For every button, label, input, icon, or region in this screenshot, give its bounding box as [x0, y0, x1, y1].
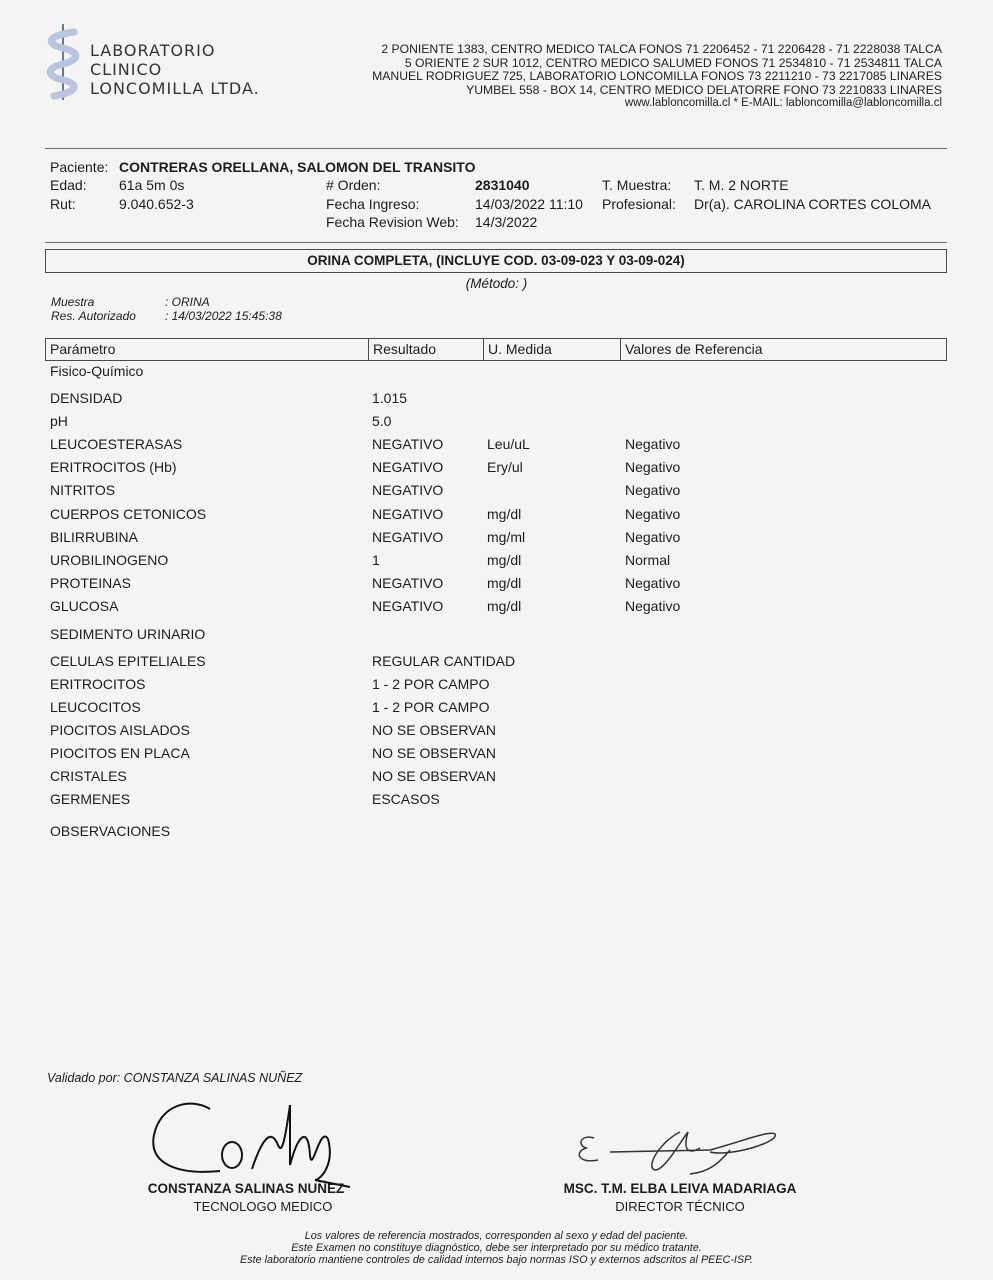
revision-value: 14/3/2022: [475, 214, 538, 230]
parameter-name: NITRITOS: [50, 482, 116, 499]
table-row: [0, 596, 993, 616]
edad-label: Edad:: [50, 177, 87, 193]
header-unidad: U. Medida: [483, 339, 620, 360]
edad-value: 61a 5m 0s: [119, 177, 185, 193]
table-row: [0, 504, 993, 524]
result-value: 1 - 2 POR CAMPO: [372, 676, 490, 692]
disclaimer: [0, 1230, 993, 1266]
divider: [45, 242, 947, 243]
reference-value: Negativo: [625, 459, 681, 476]
parameter-name: CUERPOS CETONICOS: [50, 505, 207, 522]
unit-value: mg/dl: [487, 551, 522, 568]
parameter-name: GERMENES: [50, 791, 131, 807]
section-sedimento: SEDIMENTO URINARIO: [50, 626, 206, 642]
unit-value: mg/dl: [487, 574, 522, 591]
reference-value: Negativo: [625, 574, 681, 591]
signer2-role: DIRECTOR TÉCNICO: [615, 1199, 745, 1214]
address-line: 2 PONIENTE 1383, CENTRO MEDICO TALCA FONOS 71 2206452 - 71 2206428 - 71 2228038 TALCA: [381, 42, 942, 56]
unit-value: Ery/ul: [487, 459, 523, 476]
result-value: NEGATIVO: [372, 528, 444, 545]
result-value: ESCASOS: [372, 791, 440, 807]
lab-contact-web: www.labloncomilla.cl * E-MAIL: labloncomilla@labloncomilla.cl: [624, 97, 942, 110]
result-value: REGULAR CANTIDAD: [372, 653, 516, 669]
logo-line: LABORATORIO: [90, 41, 216, 60]
parameter-name: pH: [50, 413, 68, 430]
table-row: [0, 743, 993, 763]
table-row: [0, 674, 993, 694]
parameter-name: PROTEINAS: [50, 574, 131, 591]
disclaimer-line: Este Examen no constituye diagnóstico, debe ser interpretado por su médico tratante.: [291, 1242, 702, 1254]
parameter-name: LEUCOCITOS: [50, 699, 141, 715]
result-value: NO SE OBSERVAN: [372, 768, 496, 784]
validado-por: Validado por: CONSTANZA SALINAS NUÑEZ: [47, 1071, 303, 1085]
logo-line: LONCOMILLA LTDA.: [90, 79, 260, 98]
parameter-name: DENSIDAD: [50, 390, 123, 406]
exam-method: (Método: ): [465, 276, 528, 291]
parameter-name: PIOCITOS AISLADOS: [50, 722, 190, 738]
orden-value: 2831040: [475, 177, 530, 193]
parameter-name: LEUCOESTERASAS: [50, 436, 183, 453]
reference-value: Negativo: [625, 436, 681, 453]
unit-value: mg/ml: [487, 528, 526, 545]
unit-value: Leu/uL: [487, 436, 530, 453]
result-value: NEGATIVO: [372, 482, 444, 499]
section-fisico-quimico: Fisico-Químico: [50, 363, 144, 379]
result-value: 1: [372, 551, 380, 568]
paciente-value: CONTRERAS ORELLANA, SALOMON DEL TRANSITO: [119, 159, 476, 175]
table-row: [0, 697, 993, 717]
header-resultado: Resultado: [368, 339, 483, 360]
results-table-header: [45, 338, 947, 361]
autorizado-label: Res. Autorizado: [51, 309, 136, 323]
disclaimer-line: Este laboratorio mantiene controles de calidad internos bajo normas ISO y externos adscritos al PEEC-ISP.: [240, 1254, 753, 1266]
signer1-name: CONSTANZA SALINAS NUÑEZ: [147, 1181, 345, 1196]
result-value: NEGATIVO: [372, 574, 444, 591]
rut-value: 9.040.652-3: [119, 196, 194, 212]
table-row: [0, 457, 993, 477]
result-value: NEGATIVO: [372, 436, 444, 453]
reference-value: Negativo: [625, 505, 681, 522]
result-value: NEGATIVO: [372, 505, 444, 522]
section-observaciones: OBSERVACIONES: [50, 823, 171, 839]
exam-title: ORINA COMPLETA, (INCLUYE COD. 03-09-023 Y 03-09-024): [45, 249, 947, 273]
table-row: [0, 789, 993, 809]
table-row: [0, 573, 993, 593]
parameter-name: CRISTALES: [50, 768, 127, 784]
header-referencia: Valores de Referencia: [620, 339, 945, 360]
revision-label: Fecha Revision Web:: [326, 214, 459, 230]
table-row: [0, 388, 993, 408]
table-row: [0, 434, 993, 454]
signature-constanza: [140, 1095, 370, 1190]
table-row: [0, 411, 993, 431]
reference-value: Normal: [625, 551, 671, 568]
unit-value: mg/dl: [487, 505, 522, 522]
lab-logo-text: [90, 41, 260, 98]
parameter-name: UROBILINOGENO: [50, 551, 169, 568]
parameter-name: ERITROCITOS (Hb): [50, 459, 177, 476]
caduceus-icon: [44, 22, 82, 102]
table-row: [0, 550, 993, 570]
disclaimer-line: Los valores de referencia mostrados, corresponden al sexo y edad del paciente.: [304, 1230, 689, 1242]
muestra-label: Muestra: [51, 295, 95, 309]
profesional-value: Dr(a). CAROLINA CORTES COLOMA: [694, 196, 932, 212]
address-line: MANUEL RODRIGUEZ 725, LABORATORIO LONCOMILLA FONOS 73 2211210 - 73 2217085 LINARES: [372, 69, 942, 84]
table-row: [0, 527, 993, 547]
result-value: 1.015: [372, 390, 408, 406]
result-value: NEGATIVO: [372, 459, 444, 476]
autorizado-value: : 14/03/2022 15:45:38: [165, 309, 282, 323]
reference-value: Negativo: [625, 482, 681, 499]
header-parametro: Parámetro: [50, 341, 116, 357]
ingreso-label: Fecha Ingreso:: [326, 196, 420, 212]
table-row: [0, 766, 993, 786]
result-value: NEGATIVO: [372, 597, 444, 614]
address-line: 5 ORIENTE 2 SUR 1012, CENTRO MEDICO SALUMED FONOS 71 2534810 - 71 2534811 TALCA: [404, 55, 942, 70]
address-line: YUMBEL 558 - BOX 14, CENTRO MEDICO DELATORRE FONO 73 2210833 LINARES: [466, 82, 942, 97]
parameter-name: GLUCOSA: [50, 597, 119, 614]
unit-value: mg/dl: [487, 597, 522, 614]
paciente-label: Paciente:: [50, 159, 109, 175]
profesional-label: Profesional:: [602, 196, 676, 212]
signer1-role: TECNOLOGO MEDICO: [193, 1199, 333, 1214]
ingreso-value: 14/03/2022 11:10: [475, 196, 583, 212]
t-muestra-label: T. Muestra:: [602, 177, 672, 193]
signer2-name: MSC. T.M. ELBA LEIVA MADARIAGA: [563, 1181, 797, 1196]
table-row: [0, 480, 993, 500]
result-value: 5.0: [372, 413, 392, 430]
t-muestra-value: T. M. 2 NORTE: [694, 177, 789, 193]
parameter-name: BILIRRUBINA: [50, 528, 138, 545]
signature-elba: [570, 1122, 790, 1177]
result-value: 1 - 2 POR CAMPO: [372, 699, 490, 715]
rut-label: Rut:: [50, 196, 76, 212]
parameter-name: ERITROCITOS: [50, 676, 146, 692]
divider: [45, 148, 947, 149]
muestra-value: : ORINA: [165, 295, 210, 309]
orden-label: # Orden:: [326, 177, 381, 193]
parameter-name: CELULAS EPITELIALES: [50, 653, 206, 669]
lab-address: [372, 43, 942, 111]
table-row: [0, 651, 993, 671]
logo-line: CLINICO: [90, 60, 163, 79]
result-value: NO SE OBSERVAN: [372, 722, 496, 738]
parameter-name: PIOCITOS EN PLACA: [50, 745, 190, 761]
table-row: [0, 720, 993, 740]
result-value: NO SE OBSERVAN: [372, 745, 496, 761]
reference-value: Negativo: [625, 528, 681, 545]
reference-value: Negativo: [625, 597, 681, 614]
